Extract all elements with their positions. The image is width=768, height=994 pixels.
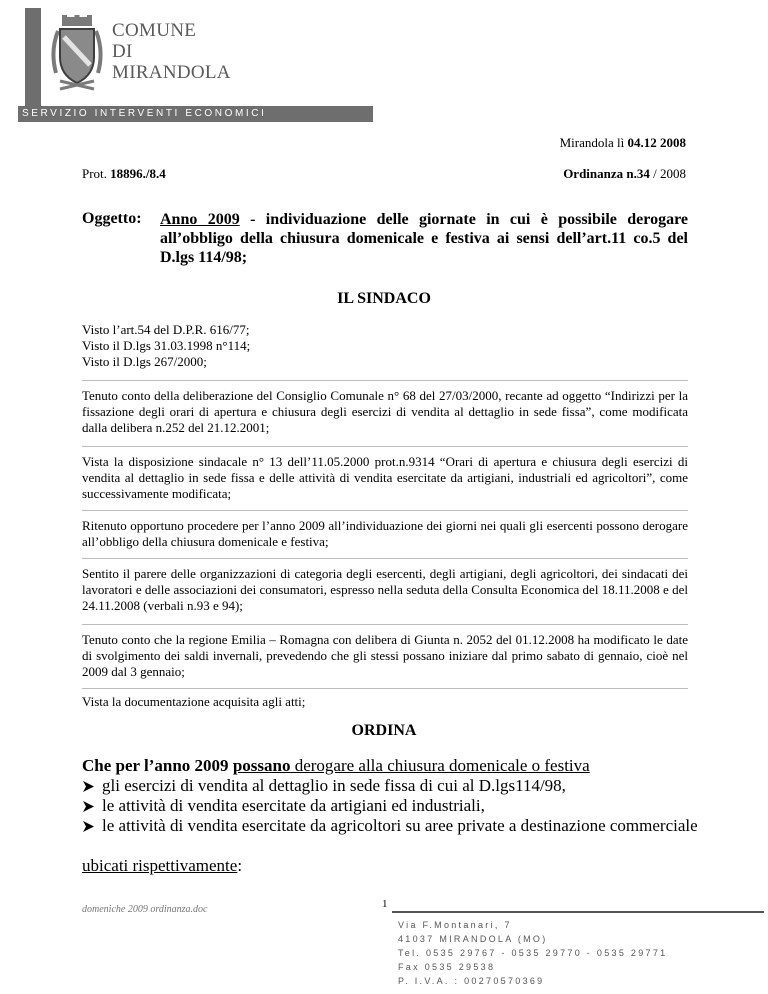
ordinanza-line: [563, 166, 686, 182]
paragraph-regione: Tenuto conto che la regione Emilia – Romagna con delibera di Giunta n. 2052 del 01.12.2008 ha modificato le date di svolgimento dei saldi invernali, prevedendo che gli stessi possano iniziare dal primo sabato di gennaio, cioè nel 2009 dal 3 gennaio;: [82, 632, 688, 679]
ordinanza-label: Ordinanza n.34: [563, 166, 650, 181]
divider: [82, 446, 688, 447]
divider: [82, 380, 688, 381]
ordina-heading: ORDINA: [351, 722, 417, 739]
closing-colon: :: [237, 856, 243, 875]
date-line: [560, 135, 686, 151]
divider: [82, 558, 688, 559]
visto-item: Visto il D.lgs 267/2000;: [82, 354, 207, 369]
ordina-lead-bold: Che per l’anno 2009: [82, 756, 233, 775]
bullet-item: [82, 796, 702, 816]
oggetto-label: Oggetto:: [82, 210, 142, 227]
comune-line: DI: [112, 41, 133, 62]
bullet-item: [82, 776, 702, 796]
bullet-text: le attività di vendita esercitate da artigiani ed industriali,: [102, 796, 485, 815]
paragraph-sentito: Sentito il parere delle organizzazioni di categoria degli esercenti, degli artigiani, degli agricoltori, dei sindacati dei lavoratori e delle associazioni dei consumatori, espresso nella seduta della Consulta Economica del 18.11.2008 e del 24.11.2008 (verbali n.93 e 94);: [82, 566, 688, 613]
page-number: 1: [382, 898, 388, 910]
bullet-item: [82, 816, 702, 836]
prot-label: Prot.: [82, 166, 111, 181]
paragraph-disposizione: Vista la disposizione sindacale n° 13 dell’11.05.2000 prot.n.9314 “Orari di apertura e chiusura degli esercizi di vendita al dettaglio in sede fissa e delle attività di vendita esercitate da artigiani, industriali ed agricoltori”, come successivamente modificata;: [82, 454, 688, 501]
footer-doc-name: domeniche 2009 ordinanza.doc: [82, 904, 208, 915]
oggetto-body: - individuazione delle giornate in cui è possibile derogare all’obbligo della chiusura domenicale e festiva ai sensi dell’art.11 co.5 del D.lgs 114/98;: [160, 211, 688, 266]
coat-of-arms-icon: [48, 15, 106, 93]
service-bar: SERVIZIO INTERVENTI ECONOMICI: [18, 106, 373, 122]
ordina-lead-rest: derogare alla chiusura domenicale o festiva: [290, 756, 590, 775]
visti-list: [82, 322, 688, 370]
paragraph-consiglio: Tenuto conto della deliberazione del Consiglio Comunale n° 68 del 27/03/2000, recante ad oggetto “Indirizzi per la fissazione degli orari di apertura e chiusura degli esercizi di vendita al dettaglio in sede fissa”, come modificata dalla delibera n.252 del 21.12.2001;: [82, 388, 688, 435]
address-line: Tel. 0535 29767 - 0535 29770 - 0535 29771: [398, 948, 668, 958]
protocol-line: [82, 166, 166, 182]
divider: [82, 688, 688, 689]
bullet-text: gli esercizi di vendita al dettaglio in sede fissa di cui al D.lgs114/98,: [102, 776, 566, 795]
oggetto-anno: Anno 2009: [160, 211, 240, 228]
comune-line: MIRANDOLA: [112, 62, 231, 83]
sindaco-heading: IL SINDACO: [337, 290, 431, 307]
comune-name: [112, 20, 231, 83]
visto-item: Visto il D.lgs 31.03.1998 n°114;: [82, 338, 251, 353]
address-line: P. I.V.A. : 00270570369: [398, 976, 545, 986]
prot-number: 18896./8.4: [110, 166, 166, 181]
paragraph-ritenuto: Ritenuto opportuno procedere per l’anno 2009 all’individuazione dei giorni nei quali gli esercenti possono derogare all’obbligo della chiusura domenicale e festiva;: [82, 518, 688, 549]
arrow-bullet-icon: [82, 780, 95, 793]
oggetto-text: [160, 210, 688, 267]
visto-item: Visto l’art.54 del D.P.R. 616/77;: [82, 322, 250, 337]
arrow-bullet-icon: [82, 800, 95, 813]
address-line: Fax 0535 29538: [398, 962, 496, 972]
divider: [82, 624, 688, 625]
arrow-bullet-icon: [82, 820, 95, 833]
bullet-text: le attività di vendita esercitate da agricoltori su aree private a destinazione commerciale: [102, 816, 698, 835]
address-line: Via F.Montanari, 7: [398, 920, 512, 930]
closing-underlined: ubicati rispettivamente: [82, 856, 238, 875]
address-line: 41037 MIRANDOLA (MO): [398, 934, 548, 944]
date-prefix: Mirandola lì: [559, 135, 628, 150]
divider: [82, 510, 688, 511]
ordina-lead: [82, 756, 702, 776]
footer-rule: [392, 911, 764, 913]
ordinanza-year: / 2008: [649, 166, 686, 181]
footer-address: [398, 918, 667, 988]
paragraph-documentazione: Vista la documentazione acquisita agli atti;: [82, 694, 306, 709]
header-band: [25, 8, 41, 108]
comune-line: COMUNE: [112, 20, 197, 41]
date-value: 04.12 2008: [627, 135, 686, 150]
ordina-closing: [82, 856, 702, 876]
ordina-lead-possano: possano: [232, 756, 291, 775]
